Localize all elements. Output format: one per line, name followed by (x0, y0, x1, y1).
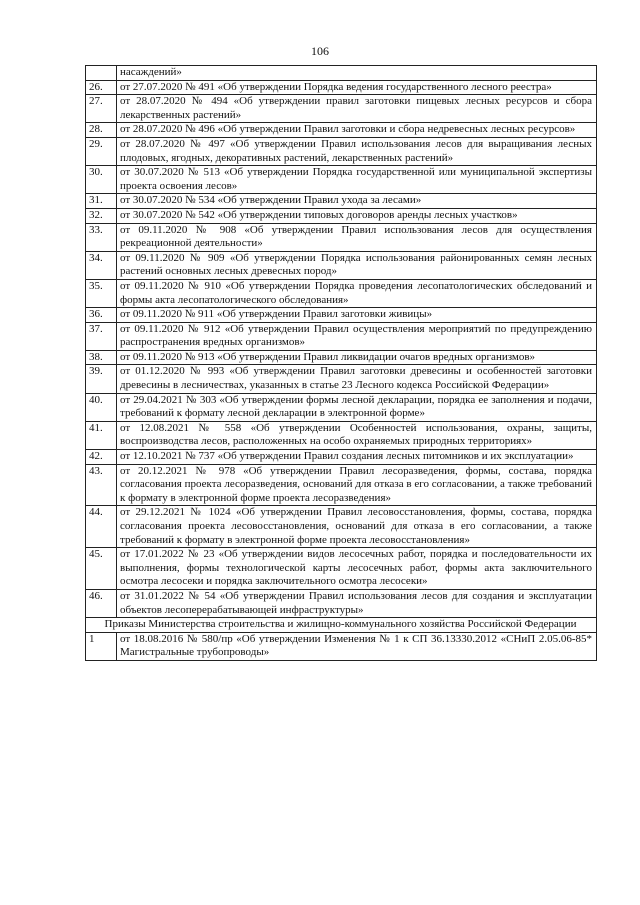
table-row (86, 506, 597, 548)
row-number: 46. (86, 589, 117, 617)
row-text: от 31.01.2022 № 54 «Об утверждении Правил использования лесов для создания и эксплуатации объектов лесоперерабатывающей инфраструктуры» (117, 589, 597, 617)
table-row (86, 308, 597, 323)
row-text: от 09.11.2020 № 911 «Об утверждении Правил заготовки живицы» (117, 308, 597, 323)
table-row (86, 194, 597, 209)
row-text: от 12.08.2021 № 558 «Об утверждении Особенностей использования, охраны, защиты, воспроизводства лесов, расположенных на особо охраняемых природных территориях» (117, 421, 597, 449)
row-number: 37. (86, 322, 117, 350)
row-number: 29. (86, 137, 117, 165)
row-number: 42. (86, 450, 117, 465)
section-heading-row (86, 618, 597, 633)
row-number: 27. (86, 95, 117, 123)
row-text: от 09.11.2020 № 910 «Об утверждении Порядка проведения лесопатологических обследований и формы акта лесопатологического обследования» (117, 279, 597, 307)
row-text: от 01.12.2020 № 993 «Об утверждении Правил заготовки древесины и особенностей заготовки древесины в лесничествах, указанных в статье 23 Лесного кодекса Российской Федерации» (117, 365, 597, 393)
row-text: от 09.11.2020 № 909 «Об утверждении Порядка использования районированных семян лесных растений основных лесных древесных пород» (117, 251, 597, 279)
row-text: насаждений» (117, 66, 597, 81)
row-text: от 30.07.2020 № 513 «Об утверждении Порядка государственной или муниципальной экспертизы проекта освоения лесов» (117, 166, 597, 194)
table-row (86, 95, 597, 123)
row-number: 39. (86, 365, 117, 393)
row-number: 35. (86, 279, 117, 307)
table-row (86, 223, 597, 251)
row-number (86, 66, 117, 81)
table-row (86, 322, 597, 350)
row-text: от 27.07.2020 № 491 «Об утверждении Порядка ведения государственного лесного реестра» (117, 80, 597, 95)
row-text: от 17.01.2022 № 23 «Об утверждении видов лесосечных работ, порядка и последовательности их выполнения, формы технологической карты лесосечных работ, формы акта заключительного осмотра лесосеки и порядка заключительного осмотра лесосеки» (117, 548, 597, 590)
page-number: 106 (311, 44, 329, 58)
table-row (86, 421, 597, 449)
row-number: 34. (86, 251, 117, 279)
table-row (86, 66, 597, 81)
row-text: от 20.12.2021 № 978 «Об утверждении Правил лесоразведения, формы, состава, порядка согласования проекта лесоразведения, оснований для отказа в его согласовании, а также требований к формату в электронной форме проекта лесоразведения» (117, 464, 597, 506)
document-table (85, 65, 597, 661)
row-number: 30. (86, 166, 117, 194)
row-text: от 30.07.2020 № 534 «Об утверждении Правил ухода за лесами» (117, 194, 597, 209)
row-text: от 09.11.2020 № 912 «Об утверждении Правил осуществления мероприятий по предупреждению распространения вредных организмов» (117, 322, 597, 350)
row-number: 1 (86, 632, 117, 660)
table-body (86, 66, 597, 661)
table-row (86, 365, 597, 393)
table-row (86, 548, 597, 590)
row-number: 28. (86, 123, 117, 138)
row-number: 26. (86, 80, 117, 95)
table-row (86, 123, 597, 138)
table-row (86, 166, 597, 194)
table-row (86, 251, 597, 279)
table-row (86, 80, 597, 95)
row-text: от 12.10.2021 № 737 «Об утверждении Правил создания лесных питомников и их эксплуатации» (117, 450, 597, 465)
row-number: 36. (86, 308, 117, 323)
table-row (86, 208, 597, 223)
table-row (86, 450, 597, 465)
row-text: от 30.07.2020 № 542 «Об утверждении типовых договоров аренды лесных участков» (117, 208, 597, 223)
table-row (86, 393, 597, 421)
row-text: от 09.11.2020 № 913 «Об утверждении Правил ликвидации очагов вредных организмов» (117, 350, 597, 365)
row-number: 40. (86, 393, 117, 421)
section-heading: Приказы Министерства строительства и жилищно-коммунального хозяйства Российской Федерации (86, 618, 597, 633)
table-row (86, 589, 597, 617)
table-row (86, 279, 597, 307)
row-number: 43. (86, 464, 117, 506)
table-row (86, 464, 597, 506)
row-number: 44. (86, 506, 117, 548)
row-text: от 29.04.2021 № 303 «Об утверждении формы лесной декларации, порядка ее заполнения и подачи, требований к формату лесной декларации в электронной форме» (117, 393, 597, 421)
row-number: 45. (86, 548, 117, 590)
table-row (86, 137, 597, 165)
row-number: 33. (86, 223, 117, 251)
row-text: от 09.11.2020 № 908 «Об утверждении Правил использования лесов для осуществления рекреационной деятельности» (117, 223, 597, 251)
row-number: 41. (86, 421, 117, 449)
row-text: от 18.08.2016 № 580/пр «Об утверждении Изменения № 1 к СП 36.13330.2012 «СНиП 2.05.06-85* Магистральные трубопроводы» (117, 632, 597, 660)
row-number: 31. (86, 194, 117, 209)
row-text: от 29.12.2021 № 1024 «Об утверждении Правил лесовосстановления, формы, состава, порядка согласования проекта лесовосстановления, оснований для отказа в его согласовании, а также требований к формату в электронной форме проекта лесовосстановления» (117, 506, 597, 548)
row-number: 38. (86, 350, 117, 365)
row-text: от 28.07.2020 № 496 «Об утверждении Правил заготовки и сбора недревесных лесных ресурсов» (117, 123, 597, 138)
row-text: от 28.07.2020 № 494 «Об утверждении правил заготовки пищевых лесных ресурсов и сбора лекарственных растений» (117, 95, 597, 123)
table-row (86, 350, 597, 365)
row-text: от 28.07.2020 № 497 «Об утверждении Правил использования лесов для выращивания лесных плодовых, ягодных, декоративных растений, лекарственных растений» (117, 137, 597, 165)
row-number: 32. (86, 208, 117, 223)
table-row (86, 632, 597, 660)
